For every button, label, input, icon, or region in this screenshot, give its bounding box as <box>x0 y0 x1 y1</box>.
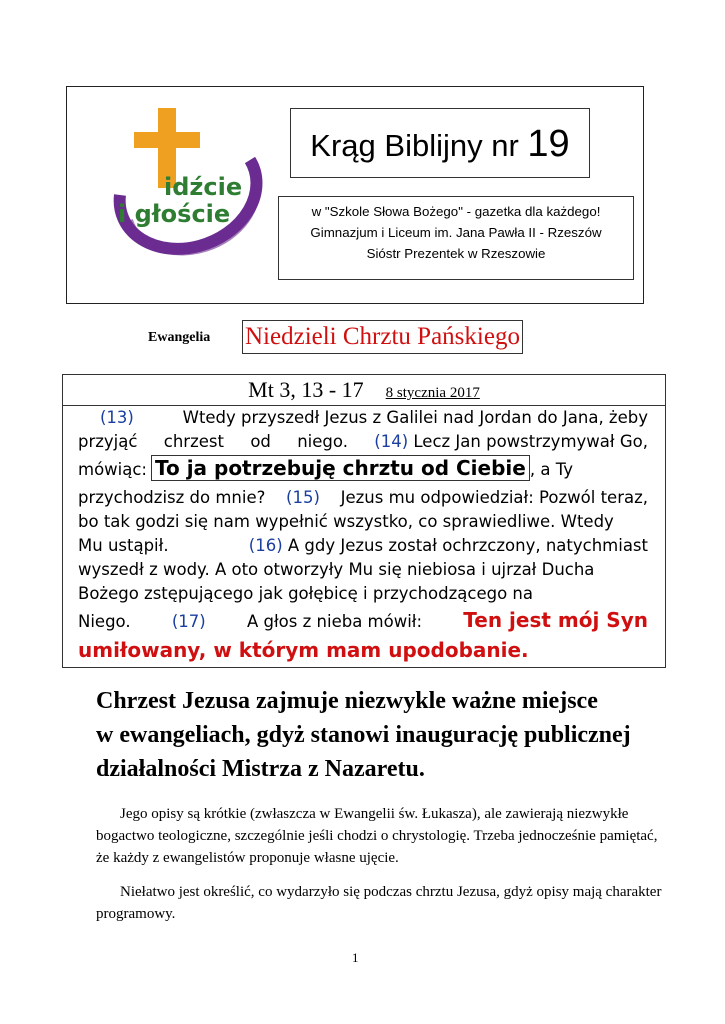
logo-text-1: idźcie <box>164 173 243 201</box>
verse-text: od <box>250 432 271 451</box>
gospel-line <box>78 608 648 632</box>
essay-heading-line <box>96 756 672 783</box>
subtitle-line-3: Sióstr Prezentek w Rzeszowie <box>366 246 546 261</box>
verse-text: Niego. <box>78 612 131 631</box>
verse-number: (14) <box>374 432 409 451</box>
gospel-line <box>78 432 648 451</box>
issue-number: 19 <box>527 123 570 165</box>
verse-text: bo tak godzi się nam wypełnić wszystko, co sprawiedliwe. Wtedy <box>78 512 614 531</box>
verse-number: (16) <box>248 536 283 555</box>
page-title <box>290 108 590 178</box>
paragraph-line: bogactwo teologiczne, szczególnie jeśli chodzi o chrystologię. Trzeba jednocześnie pamiętać, <box>96 828 658 844</box>
essay-heading-line <box>96 688 672 715</box>
red-quote: umiłowany, w którym mam upodobanie. <box>78 638 529 662</box>
verse-text: Bożego zstępującego jak gołębicę i przychodzącego na <box>78 584 533 603</box>
verse-text: A głos z nieba mówił: <box>246 612 423 631</box>
essay-heading-text: Chrzest Jezusa zajmuje niezwykle ważne miejsce <box>96 688 598 714</box>
verse-text: przychodzisz do mnie? <box>78 488 266 507</box>
gospel-reference: Mt 3, 13 - 17 <box>248 377 364 402</box>
verse-text: A gdy Jezus został ochrzczony, natychmiast <box>287 536 648 555</box>
gospel-line <box>78 512 648 531</box>
gospel-date: 8 stycznia 2017 <box>385 385 480 401</box>
verse-number: (15) <box>286 488 320 507</box>
subtitle-line-1: w "Szkole Słowa Bożego" - gazetka dla każdego! <box>311 204 601 219</box>
essay-heading-text: w ewangeliach, gdyż stanowi inaugurację publicznej <box>96 722 631 748</box>
verse-text: Jezus mu odpowiedział: Pozwól teraz, <box>340 488 648 507</box>
gospel-title: Niedzieli Chrztu Pańskiego <box>242 320 523 354</box>
verse-text: Lecz Jan powstrzymywał Go, <box>413 432 648 451</box>
paragraph-line: Niełatwo jest określić, co wydarzyło się podczas chrztu Jezusa, gdyż opisy mają charakter <box>120 884 662 900</box>
highlighted-quote: To ja potrzebuję chrztu od Ciebie <box>151 455 530 481</box>
subtitle-box <box>278 196 634 280</box>
verse-number: (17) <box>171 612 206 631</box>
verse-text: mówiąc: <box>78 460 147 479</box>
verse-text: chrzest <box>163 432 224 451</box>
gospel-line <box>78 560 648 579</box>
verse-text: Mu ustąpił. <box>78 536 169 555</box>
verse-text: Wtedy przyszedł Jezus z Galilei nad Jordan do Jana, żeby <box>182 408 648 427</box>
subtitle-line-2: Gimnazjum i Liceum im. Jana Pawła II - Rzeszów <box>310 225 602 240</box>
paragraph-line: że każdy z ewangelistów proponuje własne ujęcie. <box>96 850 399 866</box>
verse-number: (13) <box>100 408 134 427</box>
verse-text: wyszedł z wody. A oto otworzyły Mu się niebiosa i ujrzał Ducha <box>78 560 595 579</box>
verse-text: przyjąć <box>78 432 138 451</box>
verse-text: niego. <box>297 432 348 451</box>
essay-heading-line <box>96 722 672 749</box>
gospel-label: Ewangelia <box>148 330 211 345</box>
gospel-line <box>78 488 648 507</box>
page-number: 1 <box>352 950 359 965</box>
gospel-line <box>100 408 648 427</box>
verse-text: , a Ty <box>529 460 573 479</box>
paragraph-line: Jego opisy są krótkie (zwłaszcza w Ewangelii św. Łukasza), ale zawierają niezwykłe <box>120 806 629 822</box>
paragraph-line: programowy. <box>96 906 176 922</box>
gospel-line <box>78 456 648 480</box>
gospel-line <box>78 536 648 555</box>
essay-heading-text: działalności Mistrza z Nazaretu. <box>96 756 425 782</box>
gospel-line <box>78 638 648 662</box>
idzcie-logo <box>100 100 270 270</box>
title-text: Krąg Biblijny nr <box>310 128 519 163</box>
gospel-line <box>78 584 648 603</box>
gospel-heading <box>62 374 666 406</box>
logo-text-2: i głoście <box>118 200 231 228</box>
red-quote: Ten jest mój Syn <box>463 608 648 632</box>
